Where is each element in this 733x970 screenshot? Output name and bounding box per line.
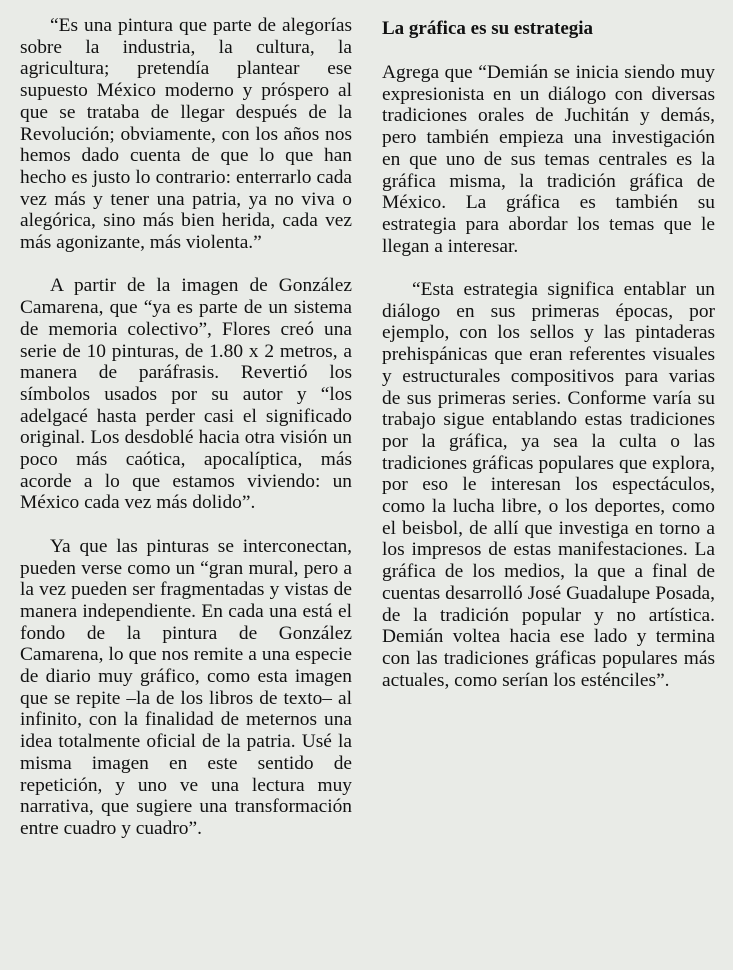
section-heading: La gráfica es su estrategia (382, 18, 594, 39)
paragraph-demian-expressionist: Agrega que “Demián se inicia siendo muy expresionista en un diálogo con diversas tradiciones orales de Juchitán y demás, pero también empieza una investigación en que uno de sus temas centrales es la gráfica misma, la tradición gráfica de México. La gráfica es también su estrategia para abordar los temas que le llegan a interesar. (382, 62, 715, 257)
paragraph-quote-allegories: “Es una pintura que parte de alegorías sobre la industria, la cultura, la agricultura; pretendía plantear ese supuesto México moderno y próspero al que se trataba de llegar después de la Revolución; obviamente, con los años nos hemos dado cuenta de que lo que han hecho es justo lo contrario: enterrarlo cada vez más y tener una patria, ya no viva o alegórica, sino más bien herida, cada vez más agonizante, más violenta.” (20, 15, 352, 254)
left-column (20, 15, 352, 840)
paragraph-interconnected-paintings: Ya que las pinturas se interconectan, pueden verse como un “gran mural, pero a la vez pueden ser fragmentadas y vistas de manera independiente. En cada una está el fondo de la pintura de González Camarena, lo que nos remite a una especie de diario muy gráfico, como esta imagen que se repite –la de los libros de texto– al infinito, con la finalidad de meternos una idea totalmente oficial de la patria. Usé la misma imagen en este sentido de repetición, y uno ve una lectura muy narrativa, que sugiere una transformación entre cuadro y cuadro”. (20, 535, 352, 839)
paragraph-gonzalez-camarena: A partir de la imagen de González Camarena, que “ya es parte de un sistema de memoria colectivo”, Flores creó una serie de 10 pinturas, de 1.80 x 2 metros, a manera de paráfrasis. Revertió los símbolos usados por su autor y “los adelgacé hasta perder casi el significado original. Los desdoblé hacia otra visión un poco más caótica, apocalíptica, más acorde a lo que estamos viviendo: un México cada vez más dolido”. (20, 275, 352, 514)
paragraph-strategy-dialogue: “Esta estrategia significa entablar un diálogo en sus primeras épocas, por ejemplo, con los sellos y las pintaderas prehispánicas que eran referentes visuales y estructurales compositivos para varias de sus primeras series. Conforme varía su trabajo sigue entablando estas tradiciones por la gráfica, ya sea la culta o las tradiciones gráficas populares que explora, por eso le interesan los espectáculos, como la lucha libre, o los deportes, como el beisbol, de allí que investiga en torno a los impresos de estas manifestaciones. La gráfica de los medios, la que a final de cuentas desarrolló José Guadalupe Posada, de la tradición popular y no artística. Demián voltea hacia ese lado y termina con las tradiciones gráficas populares más actuales, como serían los esténciles”. (382, 279, 715, 691)
right-column (382, 15, 715, 691)
